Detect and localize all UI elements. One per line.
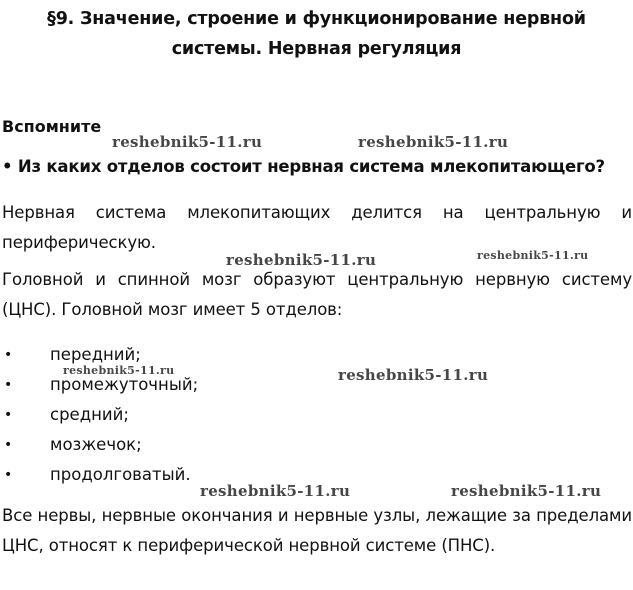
watermark-text: reshebnik5-11.ru	[112, 133, 263, 151]
watermark-text: reshebnik5-11.ru	[338, 366, 489, 384]
paragraph-nervous-system-division: Нервная система млекопитающих делится на центральную и периферическую.	[2, 203, 632, 252]
list-item-text: передний;	[50, 345, 141, 364]
watermark-text: reshebnik5-11.ru	[63, 364, 175, 377]
list-item-text: промежуточный;	[50, 375, 199, 394]
section-title-line-1: §9. Значение, строение и функционирование нервной	[47, 9, 586, 29]
section-title	[10, 4, 623, 64]
paragraph-cns: Головной и спинной мозг образуют центральную нервную систему (ЦНС). Головной мозг имеет 5 отделов:	[2, 270, 632, 319]
paragraph-pns: Все нервы, нервные окончания и нервные узлы, лежащие за пределами ЦНС, относят к периферической нервной системе (ПНС).	[2, 506, 632, 555]
bullet-icon: •	[4, 467, 13, 483]
bullet-icon: •	[4, 377, 13, 393]
list-item-text: мозжечок;	[50, 435, 142, 454]
section-title-line-2: системы. Нервная регуляция	[171, 39, 462, 59]
list-item-text: средний;	[50, 405, 129, 424]
watermark-text: reshebnik5-11.ru	[200, 482, 351, 500]
recall-heading: Вспомните	[2, 117, 102, 136]
watermark-text: reshebnik5-11.ru	[358, 133, 509, 151]
bullet-icon: •	[4, 437, 13, 453]
watermark-text: reshebnik5-11.ru	[451, 482, 602, 500]
watermark-text: reshebnik5-11.ru	[226, 251, 377, 269]
bullet-icon: •	[4, 407, 13, 423]
bullet-icon: •	[4, 347, 13, 363]
list-item-text: продолговатый.	[50, 465, 191, 484]
watermark-text: reshebnik5-11.ru	[477, 249, 589, 262]
recall-question: • Из каких отделов состоит нервная система млекопитающего?	[2, 157, 605, 176]
